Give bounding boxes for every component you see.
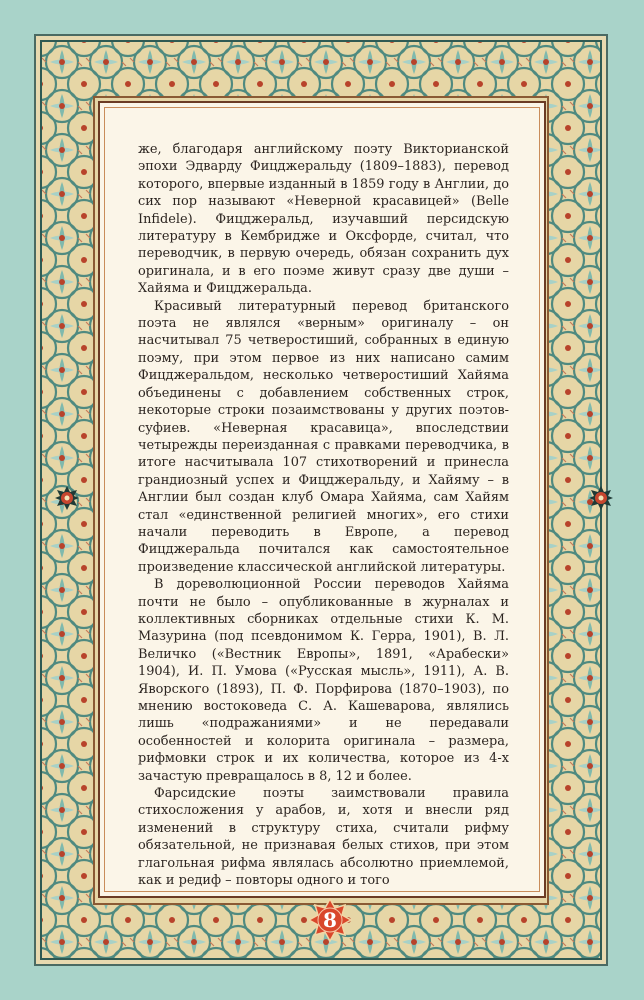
paragraph: В дореволюционной России переводов Хайяма почти не было – опубликованные в журналах и коллективных сборниках отдельные стихи К. М. Мазурина (под псевдонимом К. Герра, 1901), В. Л. Величко («Вестник Европы», 1891, «Арабески» 1904), И. П. Умова («Русская мысль», 1911), А. В. Яворского (1893), П. Ф. Порфирова (1870–1903), по мнению востоковеда С. А. Кашеварова, являлись лишь «подражаниями» и не передавали особенностей и колорита оригинала – размера, рифмовки строк и их количества, которое из 4-х зачастую превращалось в 8, 12 и более. xyxy=(138,577,509,784)
body-text xyxy=(138,141,509,889)
page-number: 8 xyxy=(323,908,337,932)
octagram-medallion-icon xyxy=(54,485,80,511)
paragraph: же, благодаря английскому поэту Викторианской эпохи Эдварду Фицджеральду (1809–1883), перевод которого, впервые изданный в 1859 году в Англии, до сих пор называют «Неверной красавицей» (Belle Infidele). Фицджеральд, изучавший персидскую литературу в Кембридже и Оксфорде, считал, что переводчик, в первую очередь, обязан сохранить дух оригинала, и в его поэме живут сразу две души – Хайяма и Фицджеральда. xyxy=(138,142,509,297)
octagram-medallion-icon xyxy=(588,485,614,511)
paragraph: Фарсидские поэты заимствовали правила стихосложения у арабов, и, хотя и внесли ряд изменений в структуру стиха, считали рифму обязательной, не признавая белых стихов, при этом глагольная рифма являлась абсолютно приемлемой, как и редиф – повторы одного и того xyxy=(138,786,509,889)
paragraph: Красивый литературный перевод британского поэта не являлся «верным» оригиналу – он насчитывал 75 четверостиший, собранных в единую поэму, при этом первое из них написано самим Фицджеральдом, несколько четверостиший Хайяма объединены с добавлением собственных строк, некоторые строки позаимствованы у других поэтов-суфиев. «Неверная красавица», впоследствии четырежды переизданная с правками переводчика, в итоге насчитывала 107 стихотворений и принесла грандиозный успех и Фицджеральду, и Хайяму – в Англии был создан клуб Омара Хайяма, сам Хайям стал «единственной религией многих», его стихи начали переводить в Европе, а перевод Фицджеральда почитался как самостоятельное произведение классической английской литературы. xyxy=(138,298,509,575)
